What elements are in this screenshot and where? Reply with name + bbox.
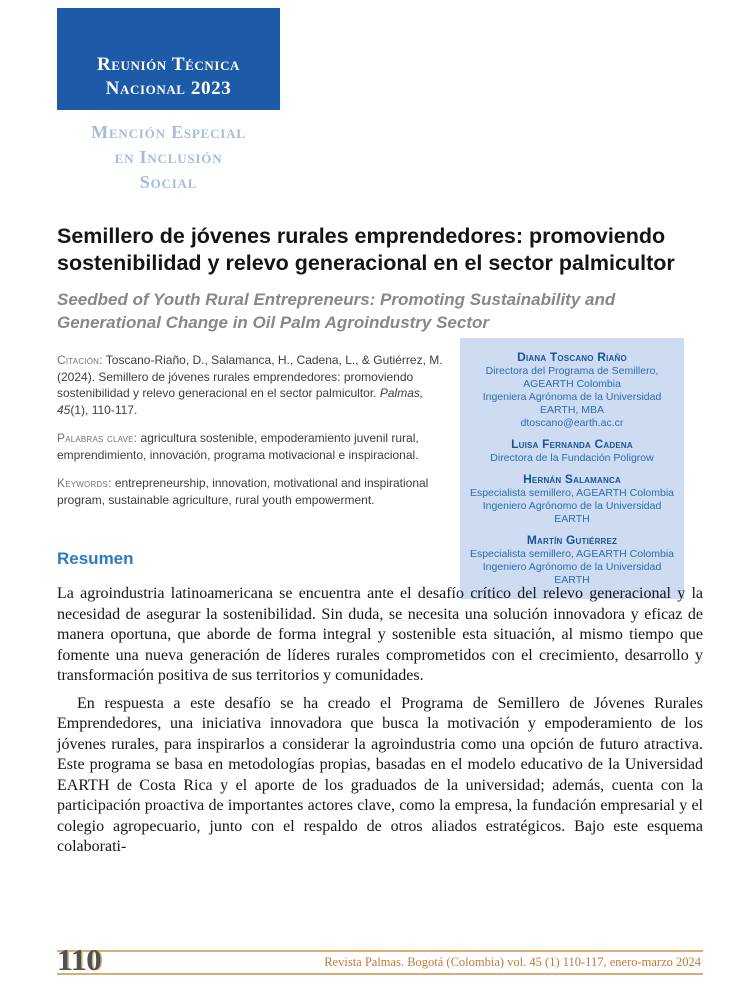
author-affiliation: Ingeniera Agrónoma de la Universidad EARTH, MBA <box>482 391 662 416</box>
author-block <box>464 437 680 465</box>
author-email[interactable]: dtoscano@earth.ac.cr <box>520 417 624 429</box>
article-metadata <box>57 352 449 520</box>
author-affiliation: Ingeniero Agrónomo de la Universidad EARTH <box>482 500 662 525</box>
author-name: Luisa Fernanda Cadena <box>511 437 633 451</box>
citation-journal: Palmas, 45 <box>57 386 424 417</box>
keywords-label: Keywords: <box>57 476 112 490</box>
resumen-paragraph: La agroindustria latinoamericana se encuentra ante el desafío crítico del relevo generacional y la necesidad de asegurar la sostenibilidad. Sin duda, se necesita una solución innovadora y eficaz de manera oportuna, que aborde de forma integral y sostenible esta situación, al mismo tiempo que fomente una nueva generación de líderes rurales comprometidos con el crecimiento, desarrollo y transformación positiva de sus territorios y comunidades. <box>57 585 703 684</box>
mention-line-2: en Inclusión <box>114 147 223 167</box>
mention-line-3: Social <box>139 172 198 192</box>
award-mention <box>57 120 280 195</box>
article-title-spanish: Semillero de jóvenes rurales emprendedores: promoviendo sostenibilidad y relevo generacional en el sector palmicultor <box>57 224 675 275</box>
author-block <box>464 472 680 526</box>
article-title-english: Seedbed of Youth Rural Entrepreneurs: Promoting Sustainability and Generational Change in Oil Palm Agroindustry Sector <box>57 290 616 332</box>
mention-line-1: Mención Especial <box>91 122 246 142</box>
authors-box <box>460 338 684 599</box>
citation <box>57 352 449 418</box>
author-name: Diana Toscano Riaño <box>517 350 627 364</box>
palabras-clave-label: Palabras clave: <box>57 431 138 445</box>
palabras-clave-text: agricultura sostenible, empoderamiento juvenil rural, emprendimiento, innovación, programa motivacional e inspiracional. <box>57 431 419 462</box>
journal-footer-text: Revista Palmas. Bogotá (Colombia) vol. 45 (1) 110-117, enero-marzo 2024 <box>324 955 701 969</box>
author-affiliation: Ingeniero Agrónomo de la Universidad EARTH <box>482 561 662 586</box>
citation-text: Toscano-Riaño, D., Salamanca, H., Cadena, L., & Gutiérrez, M. (2024). Semillero de jóvenes rurales emprendedores: promoviendo sostenibilidad y relevo generacional en el sector palmicultor. <box>57 353 443 400</box>
author-block <box>464 533 680 587</box>
page-number: 110 <box>57 942 102 977</box>
resumen-heading: Resumen <box>57 549 134 568</box>
author-block <box>464 350 680 430</box>
page-footer <box>57 941 703 983</box>
resumen-body <box>57 584 703 858</box>
author-name: Hernán Salamanca <box>523 472 621 486</box>
author-name: Martín Gutiérrez <box>526 533 618 547</box>
author-affiliation: Especialista semillero, AGEARTH Colombia <box>469 548 675 560</box>
footer-rule-top <box>57 950 703 952</box>
banner-line-2: Nacional 2023 <box>105 78 232 99</box>
author-affiliation: Directora de la Fundación Poligrow <box>490 452 654 464</box>
banner-line-1: Reunión Técnica <box>96 54 241 75</box>
citation-pages: (1), 110-117. <box>70 402 138 417</box>
palabras-clave <box>57 430 449 463</box>
event-banner <box>57 8 280 110</box>
keywords <box>57 475 449 508</box>
keywords-text: entrepreneurship, innovation, motivational and inspirational program, sustainable agriculture, rural youth empowerment. <box>57 476 429 507</box>
footer-rule-bottom <box>57 973 703 975</box>
author-affiliation: Directora del Programa de Semillero, AGEARTH Colombia <box>485 365 659 390</box>
author-affiliation: Especialista semillero, AGEARTH Colombia <box>469 487 675 499</box>
citation-label: Citación: <box>57 353 103 367</box>
resumen-paragraph: En respuesta a este desafío se ha creado el Programa de Semillero de Jóvenes Rurales Emprendedores, una iniciativa innovadora que busca la motivación y empoderamiento de los jóvenes rurales, para inspirarlos a considerar la agroindustria como una opción de futuro atractiva. Este programa se basa en metodologías propias, basadas en el modelo educativo de la Universidad EARTH de Costa Rica y el aporte de los graduados de la universidad; además, cuenta con la participación proactiva de importantes actores clave, como la empresa, la fundación empresarial y el colegio agropecuario, junto con el respaldo de otros aliados estratégicos. Bajo este esquema colaborati- <box>57 694 703 855</box>
